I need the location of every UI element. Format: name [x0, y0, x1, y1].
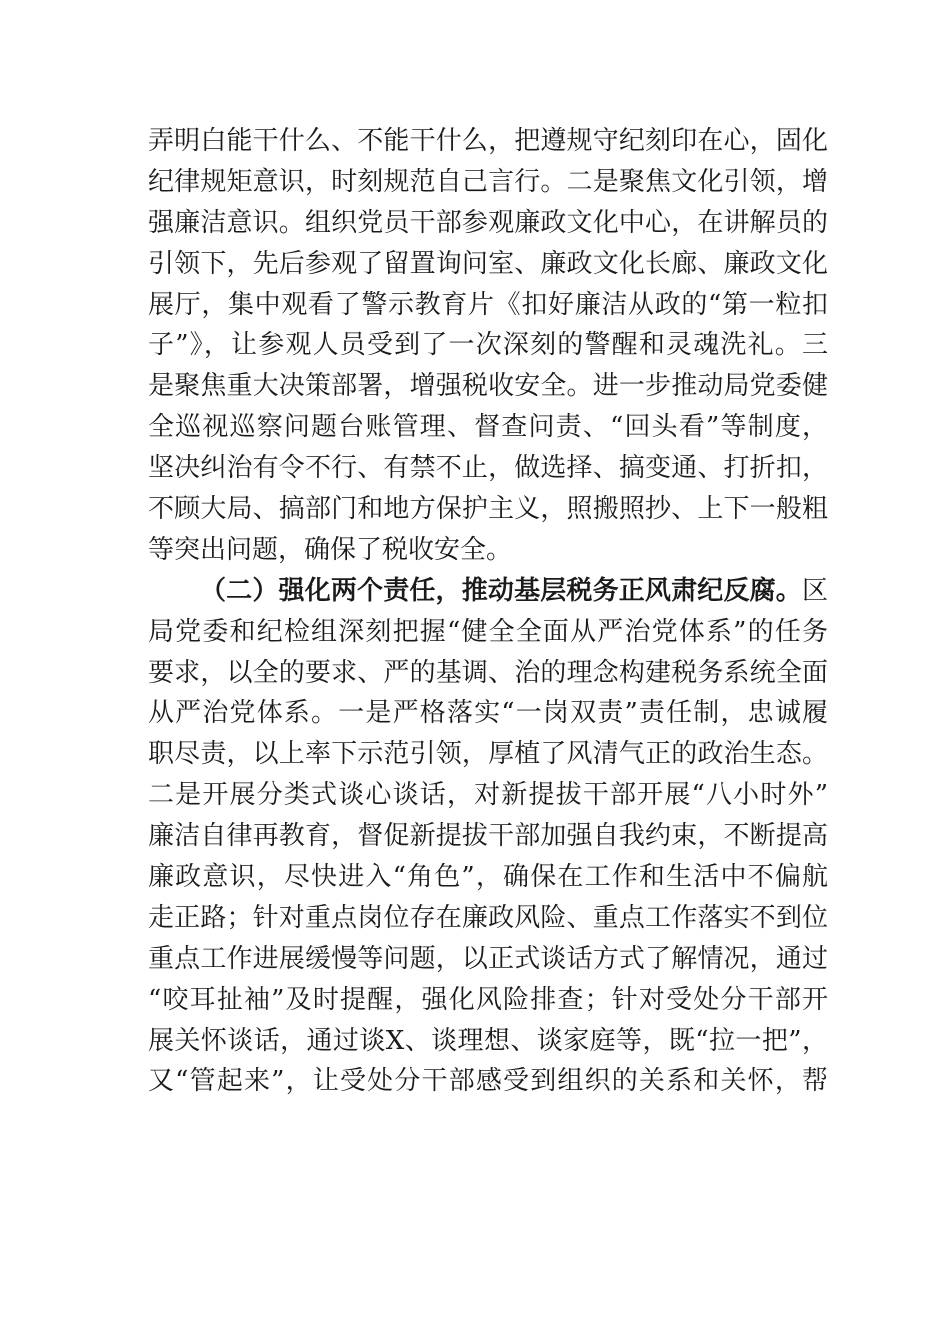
- section-heading-continuation: 区: [801, 575, 828, 606]
- text-line: 是聚焦重大决策部署，增强税收安全。进一步推动局党委健: [148, 371, 828, 402]
- text-line: 不顾大局、搞部门和地方保护主义，照搬照抄、上下一般粗: [148, 494, 828, 525]
- text-line: 等突出问题，确保了税收安全。: [148, 534, 513, 565]
- text-line: 走正路；针对重点岗位存在廉政风险、重点工作落实不到位: [148, 902, 828, 933]
- text-line: 二是开展分类式谈心谈话，对新提拔干部开展“八小时外”: [148, 780, 828, 811]
- text-line: 廉政意识，尽快进入“角色”，确保在工作和生活中不偏航: [148, 862, 828, 893]
- text-line: 强廉洁意识。组织党员干部参观廉政文化中心，在讲解员的: [148, 207, 828, 238]
- text-line: 全巡视巡察问题台账管理、督查问责、“回头看”等制度，: [148, 412, 828, 443]
- text-line: “咬耳扯袖”及时提醒，强化风险排查；针对受处分干部开: [148, 984, 828, 1015]
- text-line: 弄明白能干什么、不能干什么，把遵规守纪刻印在心，固化: [148, 126, 828, 156]
- text-line: 从严治党体系。一是严格落实“一岗双责”责任制，忠诚履: [148, 698, 828, 729]
- text-line: 又“管起来”，让受处分干部感受到组织的关系和关怀，帮: [148, 1066, 828, 1097]
- document-body: [148, 121, 828, 1102]
- text-line: 坚决纠治有令不行、有禁不止，做选择、搞变通、打折扣，: [148, 453, 828, 484]
- section-heading-line: [148, 571, 828, 612]
- text-line: 引领下，先后参观了留置询问室、廉政文化长廊、廉政文化: [148, 248, 828, 279]
- text-line: 廉洁自律再教育，督促新提拔干部加强自我约束，不断提高: [148, 821, 828, 852]
- text-line: 子”》，让参观人员受到了一次深刻的警醒和灵魂洗礼。三: [148, 330, 828, 361]
- text-line: 纪律规矩意识，时刻规范自己言行。二是聚焦文化引领，增: [148, 166, 828, 197]
- text-line: 展关怀谈话，通过谈X、谈理想、谈家庭等，既“拉一把”，: [148, 1025, 828, 1056]
- section-heading: （二）强化两个责任，推动基层税务正风肃纪反腐。: [200, 575, 802, 606]
- text-line: 要求，以全的要求、严的基调、治的理念构建税务系统全面: [148, 657, 828, 688]
- text-line: 重点工作进展缓慢等问题，以正式谈话方式了解情况，通过: [148, 943, 828, 974]
- text-line: 局党委和纪检组深刻把握“健全全面从严治党体系”的任务: [148, 616, 828, 647]
- text-line: 职尽责，以上率下示范引领，厚植了风清气正的政治生态。: [148, 739, 828, 770]
- text-line: 展厅，集中观看了警示教育片《扣好廉洁从政的“第一粒扣: [148, 289, 828, 320]
